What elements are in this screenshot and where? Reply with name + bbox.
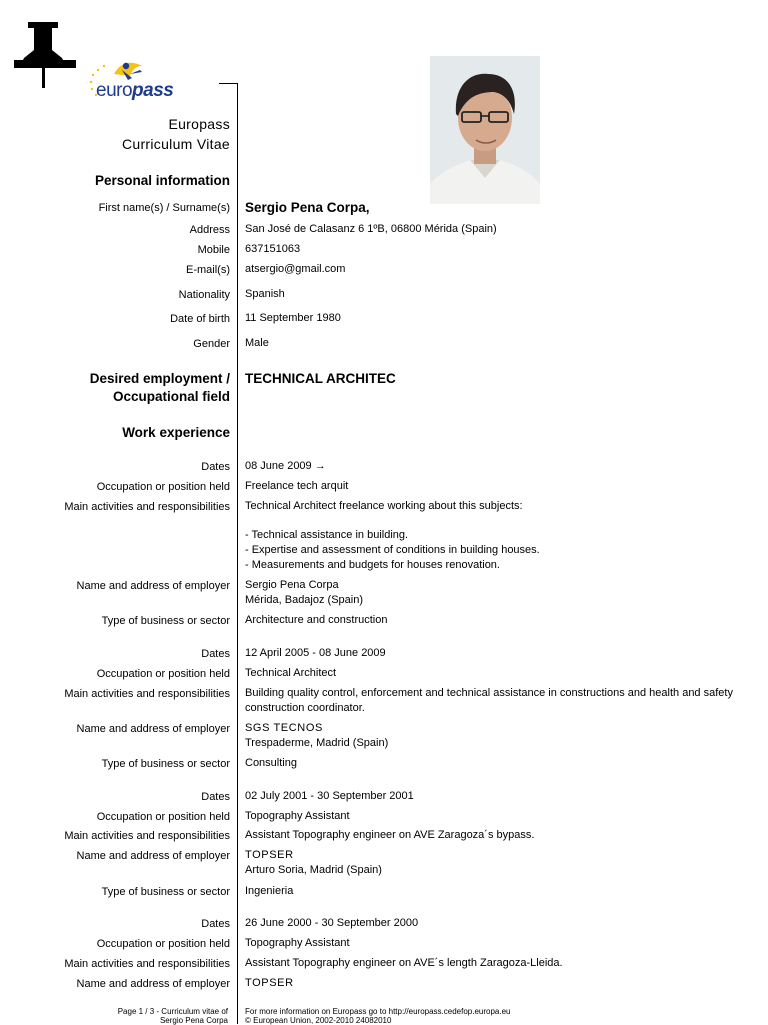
job-4-dates: 26 June 2000 - 30 September 2000: [245, 917, 419, 929]
value-date-of-birth: 11 September 1980: [245, 312, 341, 324]
job-1-bullet-2: - Expertise and assessment of conditions in building houses.: [245, 544, 540, 556]
label-activities: Main activities and responsibilities: [64, 830, 230, 842]
label-occupation: Occupation or position held: [96, 668, 230, 680]
cv-title-europass: Europass: [168, 116, 230, 132]
pushpin-icon: [12, 20, 78, 90]
job-2-activities-line-1: Building quality control, enforcement and technical assistance in constructions and health and safety: [245, 687, 733, 699]
label-employer: Name and address of employer: [76, 850, 230, 862]
job-3-employer-name: TOPSER: [245, 849, 294, 861]
job-3-occupation: Topography Assistant: [245, 810, 350, 822]
label-occupational-field: Occupational field: [112, 389, 230, 404]
job-4-activities: Assistant Topography engineer on AVE´s length Zaragoza-Lleida.: [245, 957, 563, 969]
job-4-occupation: Topography Assistant: [245, 937, 350, 949]
label-name: First name(s) / Surname(s): [98, 202, 230, 214]
divider-top: [219, 83, 238, 84]
label-activities: Main activities and responsibilities: [64, 501, 230, 513]
label-date-of-birth: Date of birth: [170, 313, 230, 325]
label-dates: Dates: [201, 461, 230, 473]
label-employer: Name and address of employer: [76, 723, 230, 735]
label-address: Address: [189, 224, 230, 236]
label-employer: Name and address of employer: [76, 978, 230, 990]
job-2-occupation: Technical Architect: [245, 667, 337, 679]
value-desired-employment: TECHNICAL ARCHITEC: [245, 371, 396, 386]
footer-cv-owner: Sergio Pena Corpa: [159, 1016, 228, 1025]
footer-europass-link[interactable]: For more information on Europass go to http://europass.cedefop.europa.eu: [245, 1007, 511, 1016]
job-1-occupation: Freelance tech arquit: [245, 480, 349, 492]
label-sector: Type of business or sector: [101, 758, 230, 770]
label-activities: Main activities and responsibilities: [64, 688, 230, 700]
label-mobile: Mobile: [197, 244, 230, 256]
job-3-dates: 02 July 2001 - 30 September 2001: [245, 790, 414, 802]
job-1-activities: Technical Architect freelance working about this subjects:: [245, 500, 523, 512]
label-email: E-mail(s): [186, 264, 230, 276]
job-1-bullet-1: - Technical assistance in building.: [245, 529, 409, 541]
value-email: atsergio@gmail.com: [245, 263, 346, 275]
profile-photo: [430, 56, 540, 204]
job-2-dates: 12 April 2005 - 08 June 2009: [245, 647, 386, 659]
label-desired-employment: Desired employment /: [89, 371, 230, 386]
europass-logo: [84, 56, 184, 104]
section-work-experience: Work experience: [122, 425, 230, 440]
job-1-bullet-3: - Measurements and budgets for houses renovation.: [245, 559, 500, 571]
divider-vertical: [237, 83, 238, 1024]
job-3-sector: Ingenieria: [245, 885, 294, 897]
section-personal-information: Personal information: [94, 173, 230, 188]
job-2-sector: Consulting: [245, 757, 297, 769]
job-4-employer-name: TOPSER: [245, 977, 294, 989]
value-address: San José de Calasanz 6 1ºB, 06800 Mérida (Spain): [245, 223, 497, 235]
label-dates: Dates: [201, 918, 230, 930]
job-3-employer-address: Arturo Soria, Madrid (Spain): [245, 864, 382, 876]
footer-page-info: Page 1 / 3 - Curriculum vitae of: [117, 1007, 228, 1016]
job-1-sector: Architecture and construction: [245, 614, 388, 626]
value-mobile: 637151063: [245, 243, 301, 255]
job-3-activities: Assistant Topography engineer on AVE Zaragoza´s bypass.: [245, 829, 535, 841]
label-employer: Name and address of employer: [76, 580, 230, 592]
label-occupation: Occupation or position held: [96, 481, 230, 493]
label-sector: Type of business or sector: [101, 615, 230, 627]
job-2-employer-address: Trespaderme, Madrid (Spain): [245, 737, 389, 749]
value-nationality: Spanish: [245, 288, 285, 300]
job-1-employer-address: Mérida, Badajoz (Spain): [245, 594, 364, 606]
value-name: Sergio Pena Corpa,: [245, 200, 370, 215]
label-activities: Main activities and responsibilities: [64, 958, 230, 970]
label-nationality: Nationality: [178, 289, 230, 301]
value-gender: Male: [245, 337, 269, 349]
logo-text-euro: euro: [96, 80, 133, 101]
label-dates: Dates: [201, 648, 230, 660]
job-1-dates: 08 June 2009 →: [245, 460, 326, 472]
label-occupation: Occupation or position held: [96, 811, 230, 823]
label-occupation: Occupation or position held: [96, 938, 230, 950]
logo-text-pass: pass: [132, 80, 174, 101]
label-sector: Type of business or sector: [101, 886, 230, 898]
job-1-employer-name: Sergio Pena Corpa: [245, 579, 339, 591]
label-dates: Dates: [201, 791, 230, 803]
cv-title-curriculum: Curriculum Vitae: [121, 136, 230, 152]
label-gender: Gender: [193, 338, 230, 350]
footer-copyright: © European Union, 2002-2010 24082010: [245, 1016, 392, 1025]
job-2-employer-name: SGS TECNOS: [245, 722, 323, 734]
job-2-activities-line-2: construction coordinator.: [245, 702, 365, 714]
